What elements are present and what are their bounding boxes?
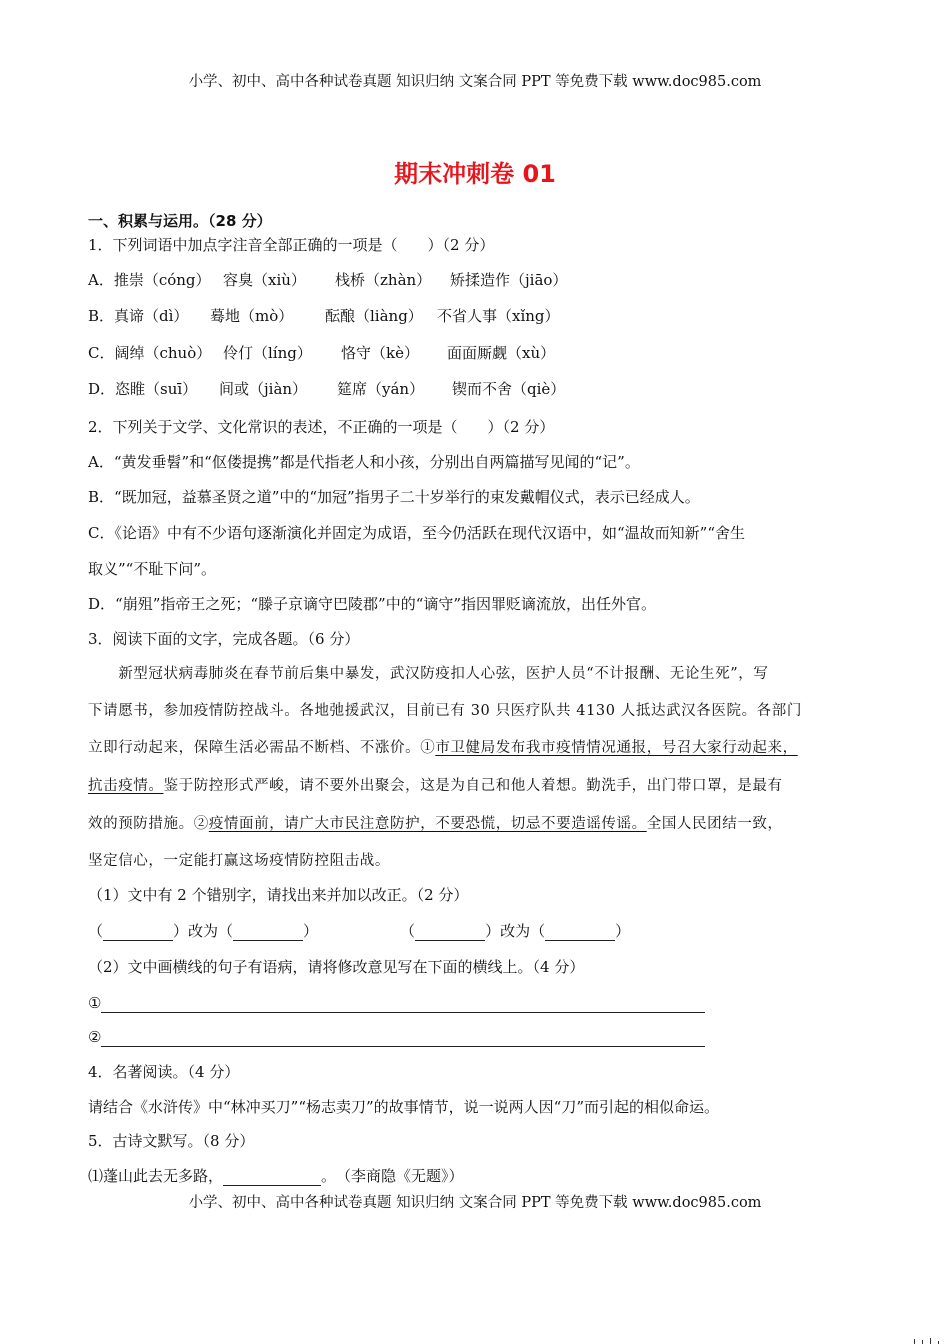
question-2-option-c: C．《论语》中有不少语句逐渐演化并固定为成语，至今仍活跃在现代汉语中，如“温故而知新”“舍生 xyxy=(88,524,745,542)
poem-fill-line-1: ⑴蓬山此去无多路， 。 （李商隐《无题》） xyxy=(88,1167,464,1185)
passage-line: 效的预防措施。②疫情面前，请广大市民注意防护，不要恐慌，切忌不要造谣传谣。全国人民团结一致， xyxy=(88,816,783,832)
revision-blank-2[interactable] xyxy=(101,1032,705,1047)
question-3-stem: 3．阅读下面的文字，完成各题。（6 分） xyxy=(88,630,360,648)
revision-line-2: ② xyxy=(88,1027,705,1047)
passage-line: 新型冠状病毒肺炎在春节前后集中暴发，武汉防疫扣人心弦，医护人员“不计报酬、无论生死”，写 xyxy=(88,666,769,682)
passage-line: 抗击疫情。鉴于防控形式严峻，请不要外出聚会，这是为自己和他人着想。勤洗手，出门带口罩，是最有 xyxy=(88,778,783,794)
question-1-option-d: D．恣睢（suī） 间或（jiàn） 筵席（yán） 锲而不舍（qiè） xyxy=(88,380,566,398)
correction-blank-2[interactable] xyxy=(545,926,615,941)
passage-line: 坚定信心，一定能打赢这场疫情防控阻击战。 xyxy=(88,853,390,869)
question-2-option-d: D．“崩殂”指帝王之死；“滕子京谪守巴陵郡”中的“谪守”指因罪贬谪流放，出任外官。 xyxy=(88,595,657,613)
question-4-body: 请结合《水浒传》中“林冲买刀”“杨志卖刀”的故事情节，说一说两人因“刀”而引起的相似命运。 xyxy=(88,1098,720,1116)
question-3-sub-1: （1）文中有 2 个错别字，请找出来并加以改正。（2 分） xyxy=(88,886,469,904)
revision-line-1: ① xyxy=(88,993,705,1013)
typo-fill-row: （ ）改为（ ） （ ）改为（ ） xyxy=(88,922,631,940)
question-2-option-a: A．“黄发垂髫”和“伛偻提携”都是代指老人和小孩，分别出自两篇描写见闻的“记”。 xyxy=(88,453,640,471)
page-footer: 小学、初中、高中各种试卷真题 知识归纳 文案合同 PPT 等免费下载 www.doc985.com xyxy=(188,1195,762,1211)
passage-line: 立即行动起来，保障生活必需品不断档、不涨价。①市卫健局发布我市疫情情况通报，号召大家行动起来， xyxy=(88,740,798,756)
question-1-option-a: A．推崇（cóng） 容臭（xiù） 栈桥（zhàn） 矫揉造作（jiāo） xyxy=(88,271,568,289)
page-header: 小学、初中、高中各种试卷真题 知识归纳 文案合同 PPT 等免费下载 www.doc985.com xyxy=(188,74,762,90)
question-2-option-b: B．“既加冠，益慕圣贤之道”中的“加冠”指男子二十岁举行的束发戴帽仪式，表示已经成人。 xyxy=(88,488,700,506)
underlined-sentence-1-cont: 抗击疫情。 xyxy=(88,778,164,794)
question-2-stem: 2．下列关于文学、文化常识的表述，不正确的一项是（ ）（2 分） xyxy=(88,418,555,436)
section-heading: 一、积累与运用。（28 分） xyxy=(88,212,272,230)
poem-blank-1[interactable] xyxy=(223,1171,321,1186)
underlined-sentence-2: 疫情面前，请广大市民注意防护，不要恐慌，切忌不要造谣传谣。 xyxy=(208,816,647,832)
question-3-sub-2: （2）文中画横线的句子有语病，请将修改意见写在下面的横线上。（4 分） xyxy=(88,958,585,976)
revision-blank-1[interactable] xyxy=(101,998,705,1013)
question-1-option-b: B．真谛（dì） 蓦地（mò） 酝酿（liàng） 不省人事（xǐng） xyxy=(88,307,560,325)
question-4-stem: 4．名著阅读。（4 分） xyxy=(88,1063,240,1081)
underlined-sentence-1: 市卫健局发布我市疫情情况通报，号召大家行动起来， xyxy=(435,740,798,756)
page-title: 期末冲刺卷 01 xyxy=(394,160,556,188)
typo-blank-1[interactable] xyxy=(103,926,173,941)
question-1-option-c: C．阔绰（chuò） 伶仃（líng） 恪守（kè） 面面厮觑（xù） xyxy=(88,344,556,362)
question-1-stem: 1．下列词语中加点字注音全部正确的一项是（ ）（2 分） xyxy=(88,236,495,254)
question-2-option-c-cont: 取义”“不耻下问”。 xyxy=(88,560,217,578)
question-5-stem: 5．古诗文默写。（8 分） xyxy=(88,1132,255,1150)
typo-blank-2[interactable] xyxy=(415,926,485,941)
corner-mark xyxy=(910,1338,950,1344)
correction-blank-1[interactable] xyxy=(233,926,303,941)
passage-line: 下请愿书，参加疫情防控战斗。各地弛援武汉，目前已有 30 只医疗队共 4130 人抵达武汉各医院。各部门 xyxy=(88,703,802,719)
